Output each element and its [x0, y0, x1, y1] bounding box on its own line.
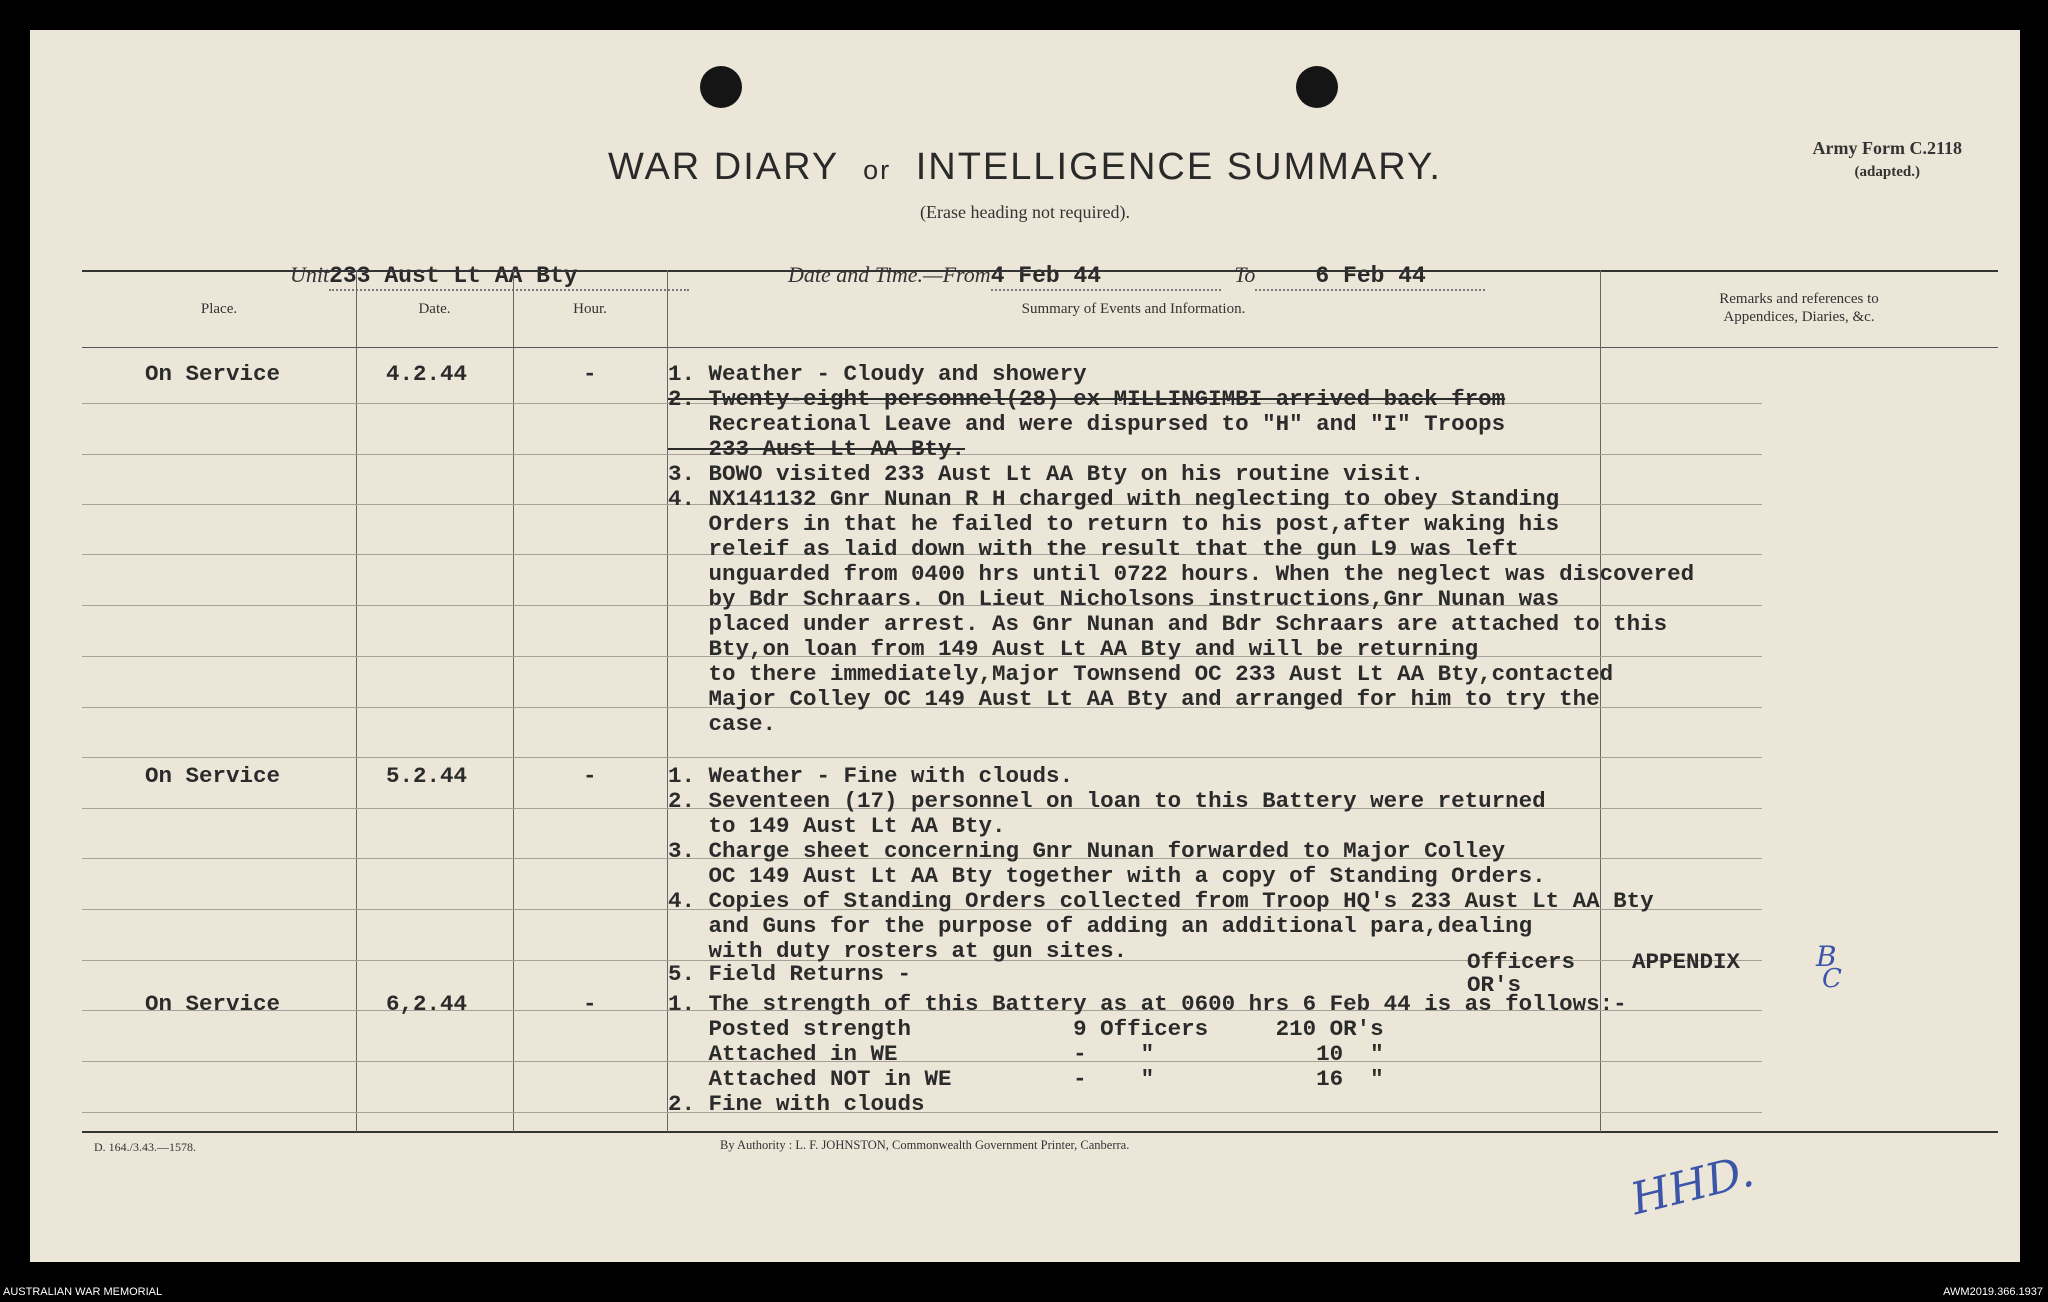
date-to-value: 6 Feb 44: [1315, 263, 1426, 289]
remarks-header-line-1: Remarks and references to: [1719, 291, 1879, 307]
entry-1-line: by Bdr Schraars. On Lieut Nicholsons instructions,Gnr Nunan was: [668, 586, 1560, 612]
form-code: D. 164./3.43.—1578.: [94, 1140, 196, 1154]
entry-3-line: Attached NOT in WE - " 16 ": [668, 1066, 1384, 1092]
table-bottom-border: [82, 1131, 1998, 1133]
unit-field: [290, 262, 689, 291]
title-or: or: [863, 155, 892, 185]
entry-2-line: 2. Seventeen (17) personnel on loan to this Battery were returned: [668, 788, 1546, 814]
entry-1-line: 1. Weather - Cloudy and showery: [668, 361, 1087, 387]
entry-1-hour: -: [583, 361, 597, 387]
entry-1-line: Bty,on loan from 149 Aust Lt AA Bty and will be returning: [668, 636, 1479, 662]
unit-value: 233 Aust Lt AA Bty: [329, 263, 578, 289]
date-from-label: Date and Time.—From: [788, 262, 991, 287]
entry-1-line: case.: [668, 711, 777, 737]
col-header-summary: Summary of Events and Information.: [1021, 301, 1246, 317]
col-header-place: Place.: [200, 301, 238, 317]
entry-3-hour: -: [583, 991, 597, 1017]
appendix-label: APPENDIX: [1632, 949, 1741, 975]
entry-1-place: On Service: [145, 361, 281, 387]
date-from-value: 4 Feb 44: [990, 263, 1102, 289]
entry-1-line: Major Colley OC 149 Aust Lt AA Bty and arranged for him to try the: [668, 686, 1600, 712]
entry-1-line: unguarded from 0400 hrs until 0722 hours. When the neglect was discovered: [668, 561, 1695, 587]
archive-reference: AWM2019.366.1937: [1943, 1286, 2043, 1298]
printer-authority: By Authority : L. F. JOHNSTON, Commonwealth Government Printer, Canberra.: [720, 1138, 1130, 1152]
appendix-b-handwritten: B: [1816, 940, 1837, 973]
ruled-line: [82, 757, 1762, 758]
entry-2-line: 3. Charge sheet concerning Gnr Nunan forwarded to Major Colley: [668, 838, 1506, 864]
entry-1-line: placed under arrest. As Gnr Nunan and Bdr Schraars are attached to this: [668, 611, 1668, 637]
entry-3-place: On Service: [145, 991, 281, 1017]
entry-1-line: 2. Twenty-eight personnel(28) ex MILLINGIMBI arrived back from: [668, 386, 1506, 412]
entry-3-line: 2. Fine with clouds: [668, 1091, 925, 1117]
entry-2-line: 4. Copies of Standing Orders collected from Troop HQ's 233 Aust Lt AA Bty: [668, 888, 1654, 914]
army-form-number: Army Form C.2118: [1812, 138, 1962, 158]
entry-1-line: 4. NX141132 Gnr Nunan R H charged with neglecting to obey Standing: [668, 486, 1560, 512]
remarks-header-line-2: Appendices, Diaries, &c.: [1723, 309, 1875, 325]
field-returns-ors: OR's: [1467, 972, 1522, 998]
entry-1-line: to there immediately,Major Townsend OC 233 Aust Lt AA Bty,contacted: [668, 661, 1614, 687]
date-range-field: [788, 262, 1485, 291]
entry-2-line: to 149 Aust Lt AA Bty.: [668, 813, 1006, 839]
entry-2-line: with duty rosters at gun sites.: [668, 938, 1128, 964]
header-divider: [82, 347, 1998, 348]
entry-1-line: 3. BOWO visited 233 Aust Lt AA Bty on his routine visit.: [668, 461, 1425, 487]
entry-1-date: 4.2.44: [386, 361, 468, 387]
col-divider-2: [513, 270, 514, 1132]
entry-2-line: 5. Field Returns -: [668, 961, 912, 987]
appendix-c-handwritten: C: [1822, 964, 1842, 994]
erase-note: (Erase heading not required).: [920, 202, 1130, 222]
title-war-diary: WAR DIARY: [608, 146, 839, 188]
unit-label: Unit: [290, 262, 330, 287]
entry-2-line: OC 149 Aust Lt AA Bty together with a copy of Standing Orders.: [668, 863, 1546, 889]
archive-name: AUSTRALIAN WAR MEMORIAL: [3, 1286, 163, 1298]
entry-3-line: Posted strength 9 Officers 210 OR's: [668, 1016, 1384, 1042]
entry-3-line: 1. The strength of this Battery as at 0600 hrs 6 Feb 44 is as follows:-: [668, 991, 1627, 1017]
col-header-hour: Hour.: [573, 301, 607, 317]
army-form-ref: [1813, 136, 1962, 184]
entry-2-line: and Guns for the purpose of adding an additional para,dealing: [668, 913, 1533, 939]
entry-2-line: 1. Weather - Fine with clouds.: [668, 763, 1074, 789]
entry-1-line: releif as laid down with the result that the gun L9 was left: [668, 536, 1519, 562]
entry-1-line: 233 Aust Lt AA Bty.: [668, 436, 966, 462]
table-top-border: [82, 270, 1998, 272]
form-title: [30, 146, 2020, 189]
entry-3-line: Attached in WE - " 10 ": [668, 1041, 1384, 1067]
entry-2-date: 5.2.44: [386, 763, 468, 789]
field-returns-officers: Officers: [1467, 949, 1576, 975]
date-to-label: To: [1234, 262, 1256, 287]
entry-1-line: Recreational Leave and were dispursed to "H" and "I" Troops: [668, 411, 1506, 437]
entry-1-line: Orders in that he failed to return to his post,after waking his: [668, 511, 1560, 537]
entry-2-hour: -: [583, 763, 597, 789]
col-header-date: Date.: [418, 301, 451, 317]
entry-3-date: 6,2.44: [386, 991, 468, 1017]
punch-hole-left: [700, 66, 742, 108]
war-diary-form: [30, 30, 2020, 1262]
handwritten-initials: HHD.: [1625, 1145, 1759, 1226]
entry-2-place: On Service: [145, 763, 281, 789]
army-form-adapted: (adapted.): [1854, 164, 1920, 180]
archive-footer-bar: [0, 1264, 2048, 1302]
col-divider-1: [356, 270, 357, 1132]
punch-hole-right: [1296, 66, 1338, 108]
col-header-remarks: [1600, 290, 1998, 326]
title-intelligence-summary: INTELLIGENCE SUMMARY.: [915, 146, 1442, 188]
